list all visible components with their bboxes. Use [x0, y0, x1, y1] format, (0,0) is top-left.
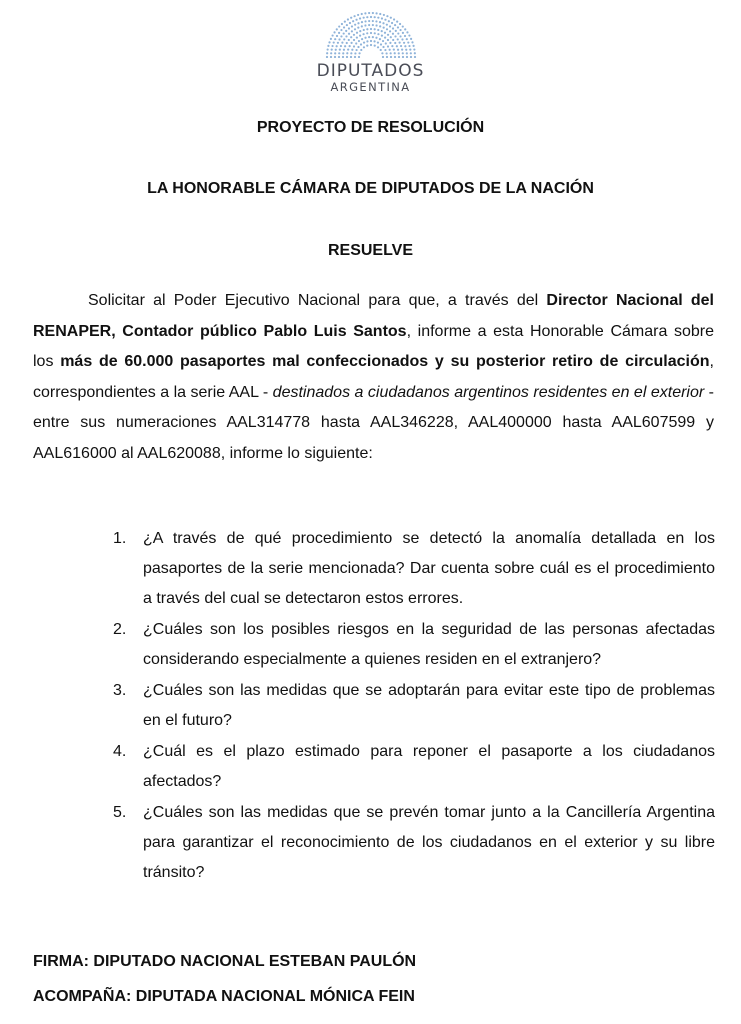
signature-firma: FIRMA: DIPUTADO NACIONAL ESTEBAN PAULÓN	[33, 953, 417, 970]
diputados-logo	[0, 12, 741, 94]
question-text: ¿Cuáles son las medidas que se prevén tomar junto a la Cancillería Argentina para garantizar el reconocimiento de los ciudadanos en el exterior y su libre tránsito?	[143, 804, 715, 881]
question-number: 5.	[113, 804, 127, 821]
paragraph-passports: más de 60.000 pasaportes mal confeccionados y su posterior retiro de circulación	[60, 353, 710, 371]
list-item	[113, 615, 715, 675]
paragraph-text: , correspondientes a la serie AAL -	[33, 353, 714, 401]
list-item	[113, 737, 715, 797]
paragraph-text: Solicitar al Poder Ejecutivo Nacional para que, a través del	[88, 292, 547, 309]
document-title: PROYECTO DE RESOLUCIÓN	[256, 119, 485, 136]
question-text: ¿Cuál es el plazo estimado para reponer el pasaporte a los ciudadanos afectados?	[143, 743, 715, 790]
resolution-body	[33, 286, 714, 470]
question-number: 2.	[113, 621, 127, 638]
logo-country: ARGENTINA	[330, 80, 411, 94]
resolve-heading: RESUELVE	[327, 242, 414, 259]
question-text: ¿Cuáles son las medidas que se adoptarán para evitar este tipo de problemas en el futuro?	[143, 682, 715, 729]
question-text: ¿Cuáles son los posibles riesgos en la seguridad de las personas afectadas considerando especialmente a quienes residen en el extranjero?	[143, 621, 715, 668]
list-item	[113, 798, 715, 888]
question-number: 4.	[113, 743, 127, 760]
logo-name: DIPUTADOS	[316, 61, 425, 81]
chamber-heading: LA HONORABLE CÁMARA DE DIPUTADOS DE LA NACIÓN	[147, 180, 594, 197]
question-text: ¿A través de qué procedimiento se detectó la anomalía detallada en los pasaportes de la serie mencionada? Dar cuenta sobre cuál es el procedimiento a través del cual se detectaron estos errores.	[143, 530, 715, 607]
paragraph-residents: destinados a ciudadanos argentinos residentes en el exterior	[272, 383, 705, 401]
signature-acompana: ACOMPAÑA: DIPUTADA NACIONAL MÓNICA FEIN	[33, 988, 415, 1005]
paragraph-text: , informe a esta Honorable Cámara sobre los	[33, 322, 715, 371]
paragraph-director: Director Nacional del RENAPER, Contador público Pablo Luis Santos	[33, 292, 714, 340]
list-item	[113, 524, 715, 614]
paragraph-text: - entre sus numeraciones AAL314778 hasta AAL346228, AAL400000 hasta AAL607599 y AAL616000 al AAL620088, informe lo siguiente:	[33, 383, 714, 462]
questions-list	[113, 524, 715, 889]
question-number: 3.	[113, 682, 127, 699]
resolution-paragraph	[33, 286, 714, 470]
hemicycle-seats-icon	[321, 12, 421, 58]
list-item	[113, 676, 715, 736]
question-number: 1.	[113, 530, 127, 547]
